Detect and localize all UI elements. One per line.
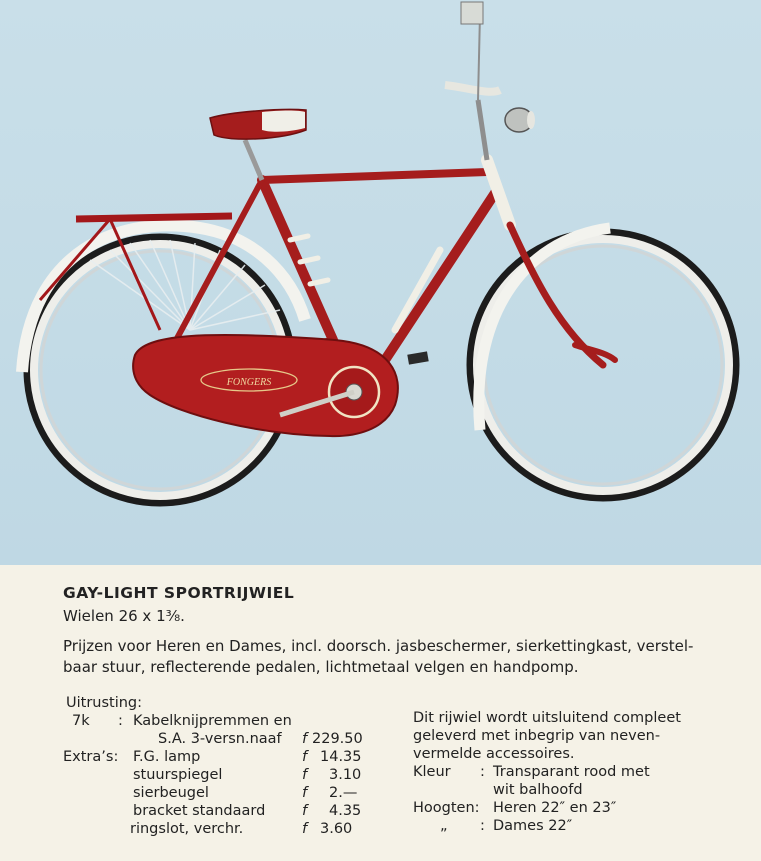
- equipment-item: F.G. lamp: [133, 749, 201, 765]
- price: 14.35: [320, 749, 362, 765]
- equipment-item: Kabelknijpremmen en: [133, 713, 292, 729]
- wheel-size: Wielen 26 x 1³⁄₈.: [63, 607, 185, 625]
- currency-sign: f: [302, 731, 308, 747]
- heights-sep: :: [480, 818, 485, 834]
- equipment-code: 7k: [72, 713, 90, 729]
- currency-sign: f: [302, 821, 308, 837]
- front-mudguard: [479, 228, 610, 430]
- chain-guard-brand: FONGERS: [226, 377, 272, 388]
- currency-sign: f: [302, 803, 308, 819]
- heights-value-1: Heren 22″ en 23″: [493, 800, 617, 816]
- price: 229.50: [312, 731, 363, 747]
- equipment-item: stuurspiegel: [133, 767, 223, 783]
- color-value-1: Transparant rood met: [493, 764, 650, 780]
- description-line-2: baar stuur, reflecterende pedalen, lichtmetaal velgen en handpomp.: [63, 658, 579, 676]
- price: 4.35: [329, 803, 362, 819]
- page-title: GAY-LIGHT SPORTRIJWIEL: [63, 584, 295, 602]
- price: 3.60: [320, 821, 353, 837]
- notes-line-1: Dit rijwiel wordt uitsluitend compleet: [413, 710, 681, 726]
- notes-line-3: vermelde accessoires.: [413, 746, 575, 762]
- description-section: [0, 565, 761, 861]
- chain-guard: [133, 335, 429, 436]
- notes-line-2: geleverd met inbegrip van neven-: [413, 728, 661, 744]
- equipment-item: bracket standaard: [133, 803, 266, 819]
- color-value-2: wit balhoofd: [493, 782, 583, 798]
- saddle: [210, 109, 306, 180]
- currency-sign: f: [302, 785, 308, 801]
- equipment-heading: Uitrusting:: [66, 695, 143, 711]
- currency-sign: f: [302, 749, 308, 765]
- equipment-item: sierbeugel: [133, 785, 209, 801]
- equipment-sep: :: [118, 713, 123, 729]
- equipment-code: Extra’s:: [63, 749, 119, 765]
- lamp: [505, 108, 535, 132]
- price: 3.10: [329, 767, 362, 783]
- equipment-item: S.A. 3-versn.naaf: [158, 731, 282, 747]
- color-label: Kleur: [413, 764, 451, 780]
- heights-ditto: „: [440, 818, 448, 834]
- heights-value-2: Dames 22″: [493, 818, 573, 834]
- description: [63, 636, 713, 678]
- description-line-1: Prijzen voor Heren en Dames, incl. doorsch. jasbeschermer, sierkettingkast, verstel-: [63, 637, 694, 655]
- price: 2.—: [329, 785, 358, 801]
- heights-label: Hoogten:: [413, 800, 480, 816]
- handlebar: [445, 2, 500, 160]
- currency-sign: f: [302, 767, 308, 783]
- color-sep: :: [480, 764, 485, 780]
- equipment-item: ringslot, verchr.: [130, 821, 244, 837]
